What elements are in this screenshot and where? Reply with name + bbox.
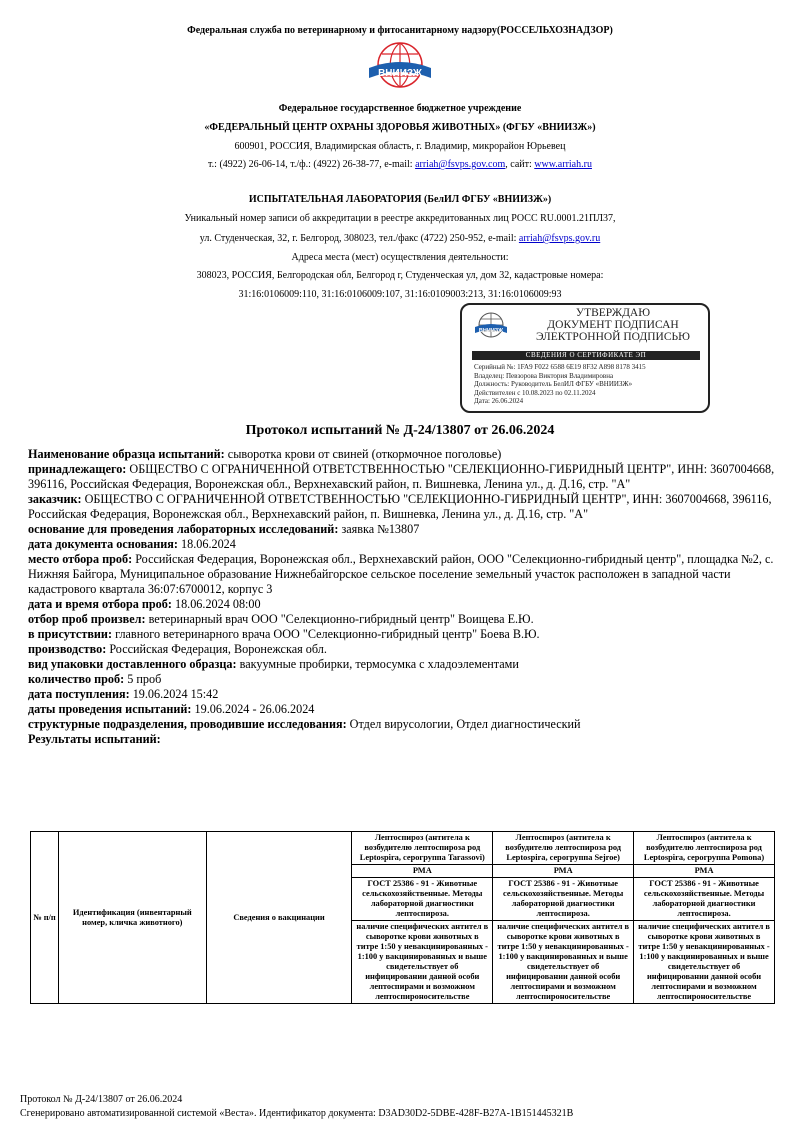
- stamp-position: Должность: Руководитель БелИЛ ФГБУ «ВНИИЗЖ»: [474, 380, 633, 389]
- org-contacts: [0, 158, 800, 171]
- stamp-logo-icon: [474, 310, 508, 344]
- cadastral-numbers: 31:16:0106009:110, 31:16:0106009:107, 31:16:0109003:213, 31:16:0106009:93: [238, 289, 562, 300]
- field-units: структурные подразделения, проводившие исследования: Отдел вирусологии, Отдел диагностический: [28, 717, 581, 731]
- test-method-2: РМА: [493, 865, 634, 878]
- field-basis: основание для проведения лабораторных исследований: заявка №13807: [28, 522, 420, 536]
- results-table: [30, 831, 775, 1004]
- org-site-prefix: , сайт:: [505, 159, 535, 170]
- field-owner: принадлежащего: ОБЩЕСТВО С ОГРАНИЧЕННОЙ ОТВЕТСТВЕННОСТЬЮ "СЕЛЕКЦИОННО-ГИБРИДНЫЙ ЦЕНТР", ИНН: 3607004668, 396116, Российская Федерация, Воронежская обл., Верхнехавский район, п. Вишневка, Ленина ул., д. Д.16, стр. "А": [28, 462, 775, 491]
- lab-email-link[interactable]: arriah@fsvps.gov.ru: [518, 233, 601, 244]
- field-sample: Наименование образца испытаний: сыворотка крови от свиней (откормочное поголовье): [28, 447, 502, 461]
- test-name-2: Лептоспироз (антитела к возбудителю лептоспироза род Leptospira, серогруппа Sejroe): [493, 832, 634, 865]
- test-standard-1: ГОСТ 25386 - 91 - Животные сельскохозяйственные. Методы лабораторной диагностики лептоспироза.: [352, 878, 493, 921]
- field-presence: в присутствии: главного ветеринарного врача ООО "Селекционно-гибридный центр" Боева В.Ю.: [28, 627, 540, 641]
- test-method-3: РМА: [634, 865, 775, 878]
- lab-contacts: [0, 232, 800, 245]
- svg-text:ВНИИЗЖ: ВНИИЗЖ: [478, 328, 504, 334]
- org-type: Федеральное государственное бюджетное учреждение: [278, 103, 522, 114]
- stamp-cert-bar: СВЕДЕНИЯ О СЕРТИФИКАТЕ ЭП: [472, 351, 700, 360]
- service-name: Федеральная служба по ветеринарному и фитосанитарному надзору(РОССЕЛЬХОЗНАДЗОР): [187, 25, 613, 36]
- stamp-details: [474, 363, 704, 406]
- field-datetime: дата и время отбора проб: 18.06.2024 08:00: [28, 597, 261, 611]
- stamp-approve: УТВЕРЖДАЮ: [575, 307, 651, 319]
- footer-protocol: Протокол № Д-24/13807 от 26.06.2024: [20, 1094, 183, 1105]
- test-standard-3: ГОСТ 25386 - 91 - Животные сельскохозяйственные. Методы лабораторной диагностики лептоспироза.: [634, 878, 775, 921]
- stamp-signed: ДОКУМЕНТ ПОДПИСАН: [547, 319, 679, 331]
- test-standard-2: ГОСТ 25386 - 91 - Животные сельскохозяйственные. Методы лабораторной диагностики лептоспироза.: [493, 878, 634, 921]
- footer-generated: Сгенерировано автоматизированной системой «Веста». Идентификатор документа: D3AD30D2-5DBE-428F-B27A-1B151445321B: [20, 1108, 574, 1119]
- test-name-3: Лептоспироз (антитела к возбудителю лептоспироза род Leptospira, серогруппа Pomona): [634, 832, 775, 865]
- field-doc-date: дата документа основания: 18.06.2024: [28, 537, 236, 551]
- activity-address: 308023, РОССИЯ, Белгородская обл, Белгород г, Студенческая ул, дом 32, кадастровые номера:: [196, 270, 604, 281]
- field-test-dates: даты проведения испытаний: 19.06.2024 - 26.06.2024: [28, 702, 315, 716]
- col-vacc-header: Сведения о вакцинации: [206, 832, 352, 1004]
- col-id-header: Идентификация (инвентарный номер, кличка животного): [58, 832, 206, 1004]
- org-email-link[interactable]: arriah@fsvps.gov.com: [415, 159, 506, 170]
- org-phone: т.: (4922) 26-06-14, т./ф.: (4922) 26-38-77, e-mail:: [208, 159, 416, 170]
- field-quantity: количество проб: 5 проб: [28, 672, 162, 686]
- lab-accreditation: Уникальный номер записи об аккредитации в реестре аккредитованных лиц РОСС RU.0001.21ПЛ37,: [184, 213, 616, 224]
- field-packaging: вид упаковки доставленного образца: вакуумные пробирки, термосумка с хладоэлементами: [28, 657, 519, 671]
- lab-name: ИСПЫТАТЕЛЬНАЯ ЛАБОРАТОРИЯ (БелИЛ ФГБУ «ВНИИЗЖ»): [248, 194, 552, 205]
- stamp-electronic: ЭЛЕКТРОННОЙ ПОДПИСЬЮ: [536, 331, 690, 343]
- test-criteria-1: наличие специфических антител в сыворотке крови животных в титре 1:50 у невакцинированных - 1:100 у вакцинированных и выше свидетельствует об инфицировании данной особи лептоспирами и возможном лептоспироносительстве: [352, 921, 493, 1004]
- page-footer: [20, 1093, 573, 1121]
- lab-address: ул. Студенческая, 32, г. Белгород, 308023, тел./факс (4722) 250-952, e-mail:: [199, 233, 519, 244]
- stamp-valid: Действителен с 10.08.2023 по 02.11.2024: [474, 388, 596, 397]
- field-sampler: отбор проб произвел: ветеринарный врач ООО "Селекционно-гибридный центр" Воищева Е.Ю.: [28, 612, 534, 626]
- field-customer: заказчик: ОБЩЕСТВО С ОГРАНИЧЕННОЙ ОТВЕТСТВЕННОСТЬЮ "СЕЛЕКЦИОННО-ГИБРИДНЫЙ ЦЕНТР", ИНН: 3607004668, 396116, Российская Федерация, Воронежская обл., Верхнехавский район, п. Вишневка, Ленина ул., д. Д.16, стр. "А": [28, 492, 772, 521]
- activity-label: Адреса места (мест) осуществления деятельности:: [291, 252, 509, 263]
- stamp-owner: Владелец: Певзорова Виктория Владимировна: [474, 371, 614, 380]
- field-production: производство: Российская Федерация, Воронежская обл.: [28, 642, 327, 656]
- test-criteria-3: наличие специфических антител в сыворотке крови животных в титре 1:50 у невакцинированных - 1:100 у вакцинированных и выше свидетельствует об инфицировании данной особи лептоспирами и возможном лептоспироносительстве: [634, 921, 775, 1004]
- svg-text:ВНИИЗЖ: ВНИИЗЖ: [378, 68, 422, 79]
- org-site-link[interactable]: www.arriah.ru: [534, 159, 592, 170]
- test-name-1: Лептоспироз (антитела к возбудителю лептоспироза род Leptospira, серогруппа Tarassovi): [352, 832, 493, 865]
- field-place: место отбора проб: Российская Федерация, Воронежская обл., Верхнехавский район, ООО "Селекционно-гибридный центр", площадка №2, с. Нижняя Байгора, Муниципальное образование Нижнебайгорское сельское поселение земельный участок расположен в западной части кадастрового квартала 36:07:6700012, корпус 3: [28, 552, 774, 596]
- stamp-date: Дата: 26.06.2024: [474, 397, 524, 406]
- signature-stamp: [460, 303, 710, 413]
- vniizh-logo-icon: [367, 40, 433, 98]
- test-criteria-2: наличие специфических антител в сыворотке крови животных в титре 1:50 у невакцинированных - 1:100 у вакцинированных и выше свидетельствует об инфицировании данной особи лептоспирами и возможном лептоспироносительстве: [493, 921, 634, 1004]
- protocol-fields: [28, 447, 778, 747]
- org-name: «ФЕДЕРАЛЬНЫЙ ЦЕНТР ОХРАНЫ ЗДОРОВЬЯ ЖИВОТНЫХ» (ФГБУ «ВНИИЗЖ»): [204, 122, 596, 133]
- results-heading: Результаты испытаний:: [28, 732, 161, 746]
- col-num-header: № п/п: [31, 832, 59, 1004]
- test-method-1: РМА: [352, 865, 493, 878]
- org-address: 600901, РОССИЯ, Владимирская область, г. Владимир, микрорайон Юрьевец: [234, 141, 566, 152]
- stamp-title: [518, 307, 708, 343]
- field-received: дата поступления: 19.06.2024 15:42: [28, 687, 219, 701]
- protocol-title: Протокол испытаний № Д-24/13807 от 26.06.2024: [245, 423, 555, 438]
- stamp-serial: Серийный №: 1FA9 F022 6588 6E19 8F32 A898 8178 3415: [474, 363, 646, 371]
